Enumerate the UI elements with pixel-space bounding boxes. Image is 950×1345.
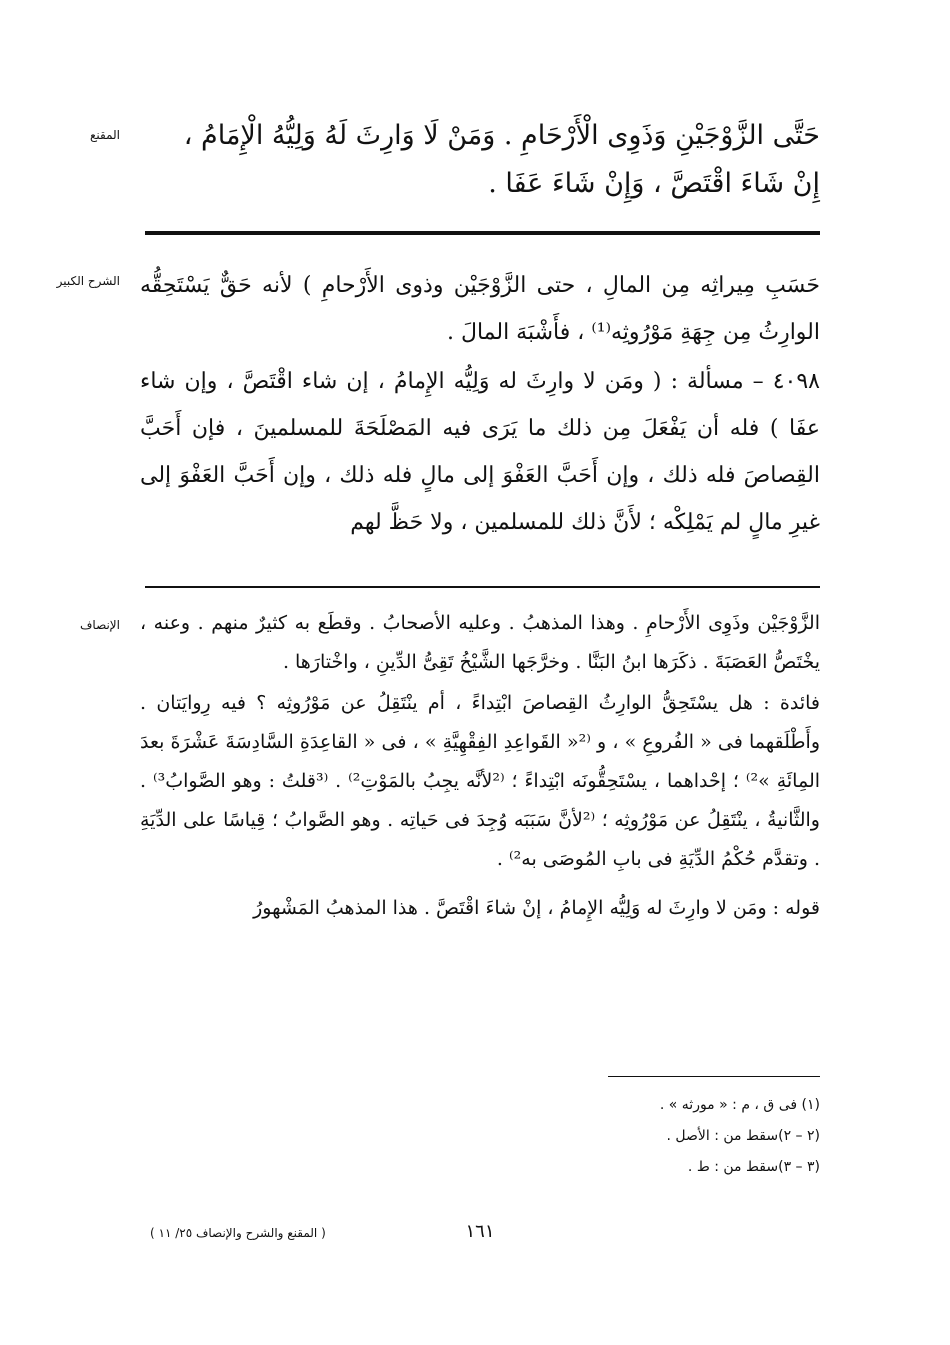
sharh-text	[140, 262, 820, 546]
insaf-paragraph: قوله : ومَن لا وارِثَ له وَلِيُّه الإِمامُ ، إنْ شاءَ اقْتَصَّ . هذا المذهبُ المَشْهورُ	[253, 897, 820, 919]
footnote: (٣ – ٣)سقط من : ط .	[687, 1159, 820, 1175]
page-number: ١٦١	[465, 1221, 495, 1242]
footnote: (١) فى ق ، م : « مورثه » .	[659, 1097, 820, 1113]
insaf-paragraph: الزَّوْجَيْن وذَوِى الأَرْحامِ . وهذا المذهبُ . وعليه الأصحابُ . وقطَع به كثيرٌ منهم . وعنه ، يخْتَصُّ العَصَبَةَ . ذكَرَها ابنُ البَنَّا . وخرَّجَها الشَّيْخُ تَقِىُّ الدِّينِ ، واخْتارَها .	[140, 612, 820, 673]
printer-signature: ( المقنع والشرح والإنصاف ٢٥/ ١١ )	[150, 1226, 326, 1240]
sharh-paragraph: حَسَبِ مِيراثِه مِن المالِ ، حتى الزَّوْجَيْن وذوى الأَرْحامِ ) لأنه حَقٌّ يَسْتَحِقُّه الوارِثُ مِن جِهَةِ مَوْرُوثِه⁽¹⁾ ، فأَشْبَهَ المالَ .	[140, 273, 820, 345]
insaf-text	[140, 604, 820, 928]
sharh-paragraph: ٤٠٩٨ – مسألة : ( ومَن لا وارِثَ له وَلِيُّه الإِمامُ ، إن شاء اقْتَصَّ ، وإن شاء عفَا ) فله أن يَفْعَلَ مِن ذلك ما يَرَى فيه المَصْلَحَةَ للمسلمينَ ، فإن أَحَبَّ القِصاصَ فله ذلك ، وإن أَحَبَّ العَفْوَ إلى مالٍ فله ذلك ، وإن أَحَبَّ العَفْوَ إلى غيرِ مالٍ لم يَمْلِكْه ؛ لأَنَّ ذلك للمسلمين ، ولا حَظَّ لهم	[140, 369, 820, 535]
section-label-insaf: الإنصاف	[79, 618, 120, 632]
muqni-line: إِنْ شَاءَ اقْتَصَّ ، وَإِنْ شَاءَ عَفَا .	[488, 168, 820, 199]
insaf-paragraph: فائدة : هل يسْتَحِقُّ الوارِثُ القِصاصَ ابْتِداءً ، أم ينْتَقِلُ عن مَوْرُوثِه ؟ فيه رِوايَتان . وأَطْلَقهما فى « الفُروعِ » ، و ⁽²« القَواعِدِ الفِقْهِيَّةِ » ، فى « القاعِدَةِ السَّادِسَةَ عَشْرَةَ بعدَ المِائَةِ »²⁾ ؛ إحْداهما ، يسْتَحِقُّونَه ابْتِداءً ؛ ⁽²لأنَّه يجِبُ بالمَوْتِ²⁾ . ⁽³قلتُ : وهو الصَّوابُ³⁾ . والثَّانيةُ ، ينْتَقِلُ عن مَوْرُوثِه ؛ ⁽²لأنَّ سَبَبَه وُجِدَ فى حَياتِه . وهو الصَّوابُ ؛ قِياسًا على الدِّيَةِ . وتقدَّم حُكْمُ الدِّيَةِ فى بابِ المُوصَى به²⁾ .	[140, 692, 821, 870]
muqni-text	[140, 112, 820, 208]
section-divider-thin	[145, 586, 820, 588]
muqni-line: حَتَّى الزَّوْجَيْنِ وَذَوِى الْأَرْحَامِ . وَمَنْ لَا وَارِثَ لَهُ وَلِيُّهُ الْإِمَامُ ،	[183, 120, 820, 151]
footnote-separator	[608, 1076, 820, 1077]
footnotes	[450, 1090, 820, 1183]
footnote: (٢ – ٢)سقط من : الأصل .	[666, 1128, 820, 1144]
section-divider-thick	[145, 231, 820, 235]
section-label-muqni: المقنع	[89, 128, 120, 142]
section-label-sharh: الشرح الكبير	[56, 274, 120, 288]
